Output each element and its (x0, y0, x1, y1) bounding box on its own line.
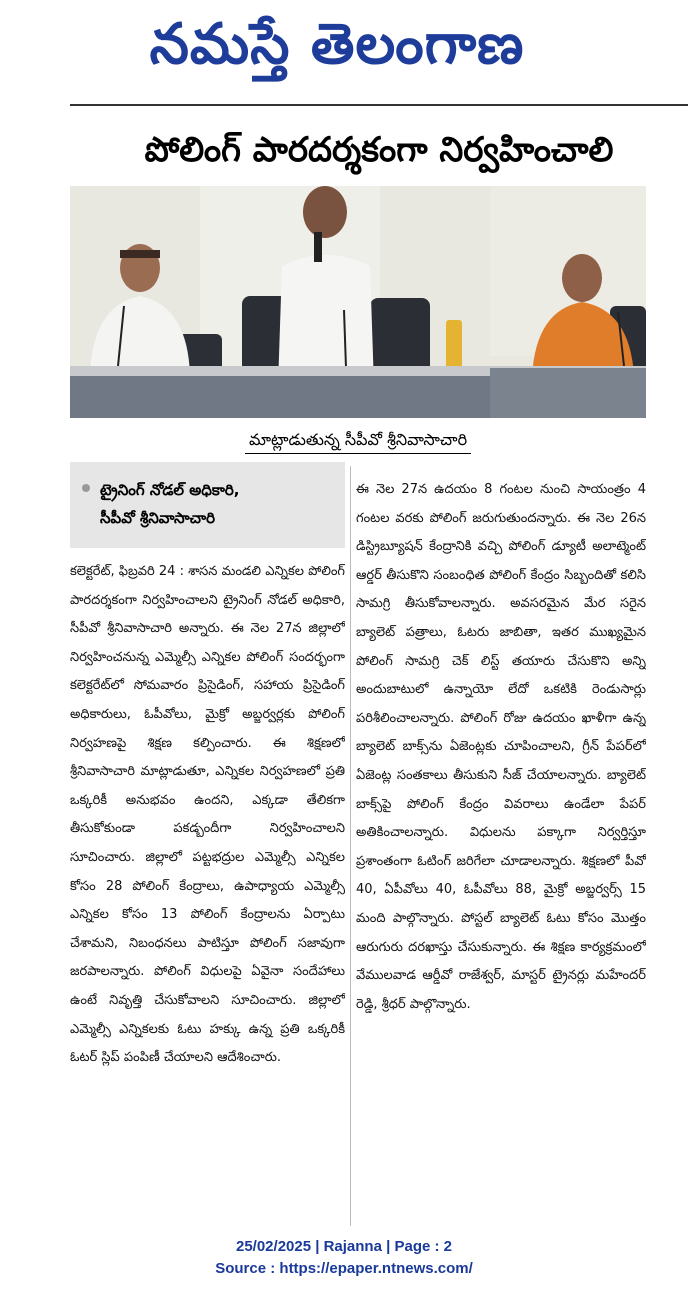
photo-caption-box (70, 424, 646, 456)
footer-edition: 25/02/2025 | Rajanna | Page : 2 (235, 1238, 452, 1255)
footer (0, 1236, 688, 1284)
bullet-icon (82, 484, 90, 492)
article-headline: పోలింగ్ పారదర్శకంగా నిర్వహించాలి (144, 130, 614, 170)
article-photo (70, 186, 646, 418)
photo-caption: మాట్లాడుతున్న సీపీవో శ్రీనివాసాచారి (245, 427, 471, 454)
column-divider (350, 466, 351, 1226)
highlight-line-2: సీపీవో శ్రీనివాసాచారి (100, 509, 215, 527)
masthead (0, 4, 688, 90)
footer-source: Source : https://epaper.ntnews.com/ (215, 1260, 473, 1277)
article-body-left: కలెక్టరేట్, ఫిబ్రవరి 24 : శాసన మండలి ఎన్నికల పోలింగ్ పారదర్శకంగా నిర్వహించాలని ట్రైనింగ్ నోడల్ అధికారి, సీపీవో శ్రీనివాసాచారి అన్నారు. ఈ నెల 27న జిల్లాలో నిర్వహించనున్న ఎమ్మెల్సీ ఎన్నికల పోలింగ్ సందర్భంగా కలెక్టరేట్‌లో సోమవారం ప్రిసైడింగ్, సహాయ ప్రిసైడింగ్ అధికారులు, ఓపీవోలు, మైక్రో అబ్జర్వర్లకు పోలింగ్ నిర్వహణపై శిక్షణ కల్పించారు. ఈ శిక్షణలో శ్రీనివాసాచారి మాట్లాడుతూ, ఎన్నికల నిర్వహణలో ప్రతి ఒక్కరికీ అనుభవం ఉందని, ఎక్కడా తేలికగా తీసుకోకుండా పకడ్బందీగా నిర్వహించాలని సూచించారు. జిల్లాలో పట్టభద్రుల ఎమ్మెల్సీ ఎన్నికల కోసం 28 పోలింగ్ కేంద్రాలు, ఉపాధ్యాయ ఎమ్మెల్సీ ఎన్నికల కోసం 13 పోలింగ్ కేంద్రాలను ఏర్పాటు చేశామని, నిబంధనలు పాటిస్తూ పోలింగ్ సజావుగా జరపాలన్నారు. పోలింగ్ విధులపై ఏవైనా సందేహాలు ఉంటే నివృత్తి చేసుకోవాలని సూచించారు. జిల్లాలో ఎమ్మెల్సీ ఎన్నికలకు ఓటు హక్కు ఉన్న ప్రతి ఒక్కరికీ ఓటర్ స్లిప్ పంపిణీ చేయాలని ఆదేశించారు. (70, 564, 345, 1066)
masthead-title: నమస్తే తెలంగాణ (149, 12, 525, 77)
article-body-right: ఈ నెల 27న ఉదయం 8 గంటల నుంచి సాయంత్రం 4 గంటల వరకు పోలింగ్ జరుగుతుందన్నారు. ఈ నెల 26న డిస్ట్రిబ్యూషన్ కేంద్రానికి వచ్చి పోలింగ్ డ్యూటీ అలాట్మెంట్ ఆర్డర్ తీసుకొని సంబంధిత పోలింగ్ కేంద్రం సిబ్బందితో కలిసి సామగ్రి తీసుకోవాలన్నారు. అవసరమైన మేర సరైన బ్యాలెట్ పత్రాలు, ఓటరు జాబితా, ఇతర ముఖ్యమైన పోలింగ్ సామగ్రి చెక్ లిస్ట్ తయారు చేసుకొని అన్ని అందుబాటులో ఉన్నాయో లేదో ఒకటికి రెండుసార్లు పరిశీలించాలన్నారు. పోలింగ్ రోజు ఉదయం ఖాళీగా ఉన్న బ్యాలెట్ బాక్స్‌ను ఏజెంట్లకు చూపించాలని, గ్రీన్ పేపర్‌లో ఏజెంట్ల సంతకాలు తీసుకుని సీజ్ చేయాలన్నారు. బ్యాలెట్ బాక్స్‌పై పోలింగ్ కేంద్రం వివరాలు ఉండేలా పేపర్ అతికించాలన్నారు. విధులను పక్కాగా నిర్వర్తిస్తూ ప్రశాంతంగా ఓటింగ్ జరిగేలా చూడాలన్నారు. శిక్షణలో పీవో 40, ఏపీవోలు 40, ఓపీవోలు 88, మైక్రో అబ్జర్వర్స్ 15 మంది పాల్గొన్నారు. పోస్టల్ బ్యాలెట్ ఓటు కోసం మొత్తం ఆరుగురు దరఖాస్తు చేసుకున్నారు. ఈ శిక్షణ కార్యక్రమంలో వేములవాడ ఆర్డీవో రాజేశ్వర్, మాస్టర్ ట్రైనర్లు మహేందర్ రెడ్డి, శ్రీధర్ పాల్గొన్నారు. (356, 482, 646, 1012)
highlight-box (70, 462, 345, 548)
highlight-line-1: ట్రైనింగ్ నోడల్ అధికారి, (100, 481, 240, 499)
masthead-rule (70, 104, 688, 106)
